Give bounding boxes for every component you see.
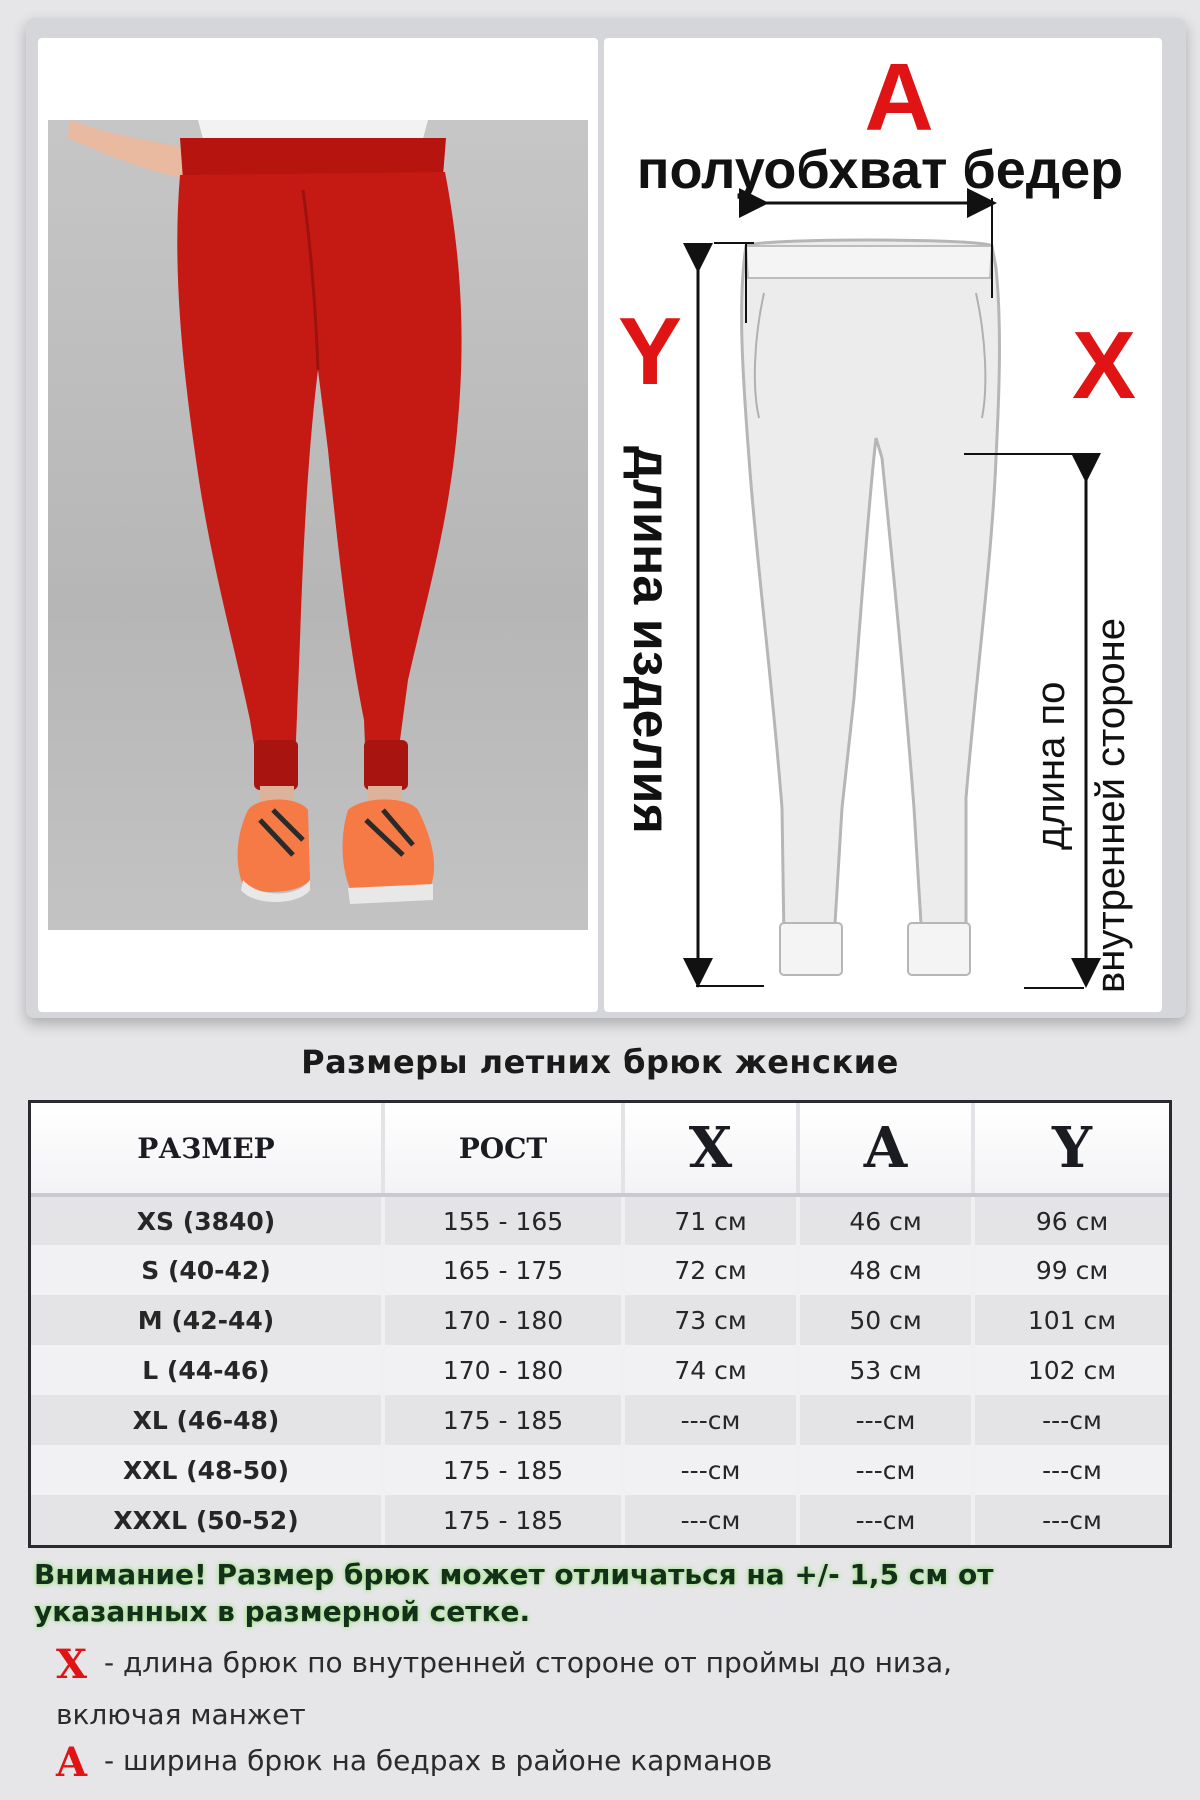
cell-height: 175 - 185 [383,1495,623,1545]
cell-y: ---см [973,1495,1169,1545]
table-header-row [31,1103,1169,1195]
letter-a-label: A [864,44,934,151]
product-photo [48,120,588,930]
cell-size: XXXL (50-52) [31,1495,383,1545]
cell-height: 155 - 165 [383,1195,623,1245]
cell-a: ---см [798,1395,973,1445]
cell-x: 72 см [623,1245,798,1295]
cell-y: 102 см [973,1345,1169,1395]
legend-a-text: - ширина брюк на бедрах в районе карманов [95,1744,773,1777]
table-row [31,1345,1169,1395]
notice-line-1: Внимание! Размер брюк может отличаться на +/- 1,5 см от [34,1558,994,1591]
legend-a [56,1738,1166,1786]
letter-x-label: X [1071,312,1137,419]
inseam-caption-line1: длина по [1029,681,1073,850]
legend-x [56,1640,1166,1688]
legend-x-continued [56,1692,1166,1738]
size-table [28,1100,1172,1548]
cell-x: 74 см [623,1345,798,1395]
cell-x: ---см [623,1495,798,1545]
inseam-caption-line2: внутренней стороне [1089,618,1133,993]
table-title: Размеры летних брюк женские [301,1043,899,1081]
cell-a: 50 см [798,1295,973,1345]
cell-x: 71 см [623,1195,798,1245]
header-y: Y [973,1103,1169,1195]
table-row [31,1445,1169,1495]
legend-x-letter: X [56,1641,88,1688]
table-row [31,1245,1169,1295]
cell-height: 170 - 180 [383,1345,623,1395]
cell-height: 170 - 180 [383,1295,623,1345]
cell-size: XXL (48-50) [31,1445,383,1495]
pants-outline-icon [742,240,1000,975]
table-row [31,1295,1169,1345]
cell-size: XL (46-48) [31,1395,383,1445]
header-size: РАЗМЕР [31,1103,383,1195]
table-row [31,1395,1169,1445]
cell-height: 165 - 175 [383,1245,623,1295]
legend-x-text-2: включая манжет [56,1698,306,1731]
measurement-diagram [604,38,1162,1012]
hip-caption: полуобхват бедер [636,140,1124,200]
cell-a: 53 см [798,1345,973,1395]
size-notice [34,1556,1154,1630]
cell-size: XS (3840) [31,1195,383,1245]
cell-x: 73 см [623,1295,798,1345]
header-height: РОСТ [383,1103,623,1195]
table-row [31,1195,1169,1245]
header-x: X [623,1103,798,1195]
cell-y: 96 см [973,1195,1169,1245]
cell-height: 175 - 185 [383,1445,623,1495]
cell-x: ---см [623,1395,798,1445]
cell-a: 48 см [798,1245,973,1295]
notice-line-2: указанных в размерной сетке. [34,1595,531,1628]
legend-x-text: - длина брюк по внутренней стороне от проймы до низа, [95,1646,953,1679]
model-pants-illustration [48,120,588,930]
legend-a-letter: A [56,1739,88,1786]
cell-a: ---см [798,1495,973,1545]
length-caption: длина изделия [622,446,680,834]
cell-y: ---см [973,1445,1169,1495]
cell-y: 101 см [973,1295,1169,1345]
cell-size: S (40-42) [31,1245,383,1295]
cell-a: 46 см [798,1195,973,1245]
cell-x: ---см [623,1445,798,1495]
cell-y: ---см [973,1395,1169,1445]
cell-y: 99 см [973,1245,1169,1295]
cell-a: ---см [798,1445,973,1495]
header-a: A [798,1103,973,1195]
letter-y-label: Y [617,298,683,405]
cell-size: L (44-46) [31,1345,383,1395]
cell-size: M (42-44) [31,1295,383,1345]
table-row [31,1495,1169,1545]
cell-height: 175 - 185 [383,1395,623,1445]
